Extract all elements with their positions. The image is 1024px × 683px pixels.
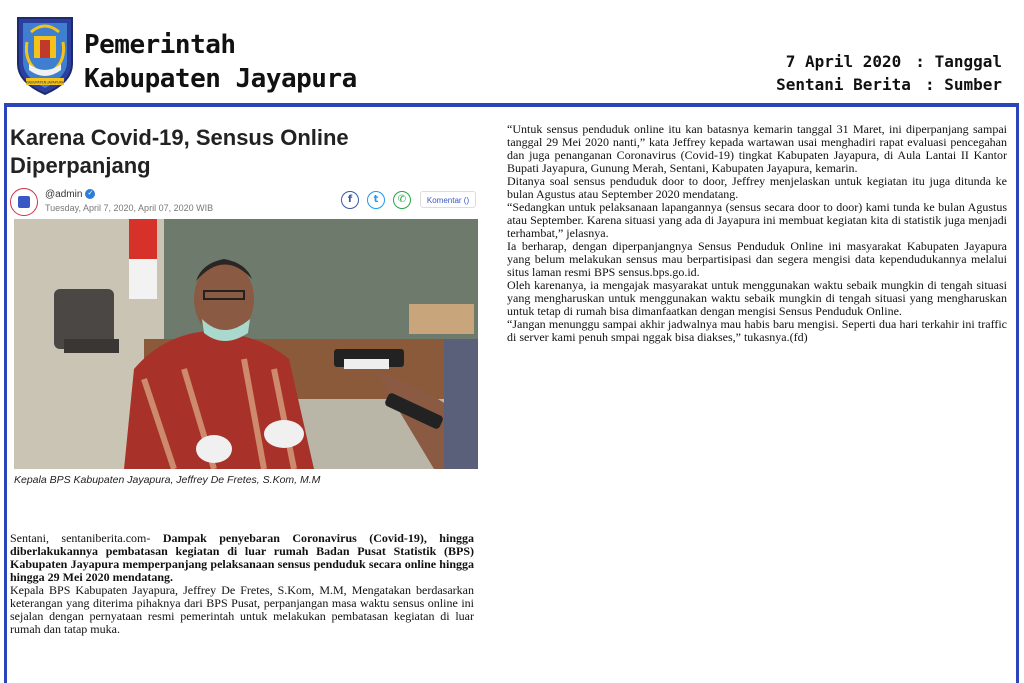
date-value: 7 April 2020 (785, 52, 902, 71)
comment-button[interactable]: Komentar () (420, 191, 476, 208)
source-label: : Sumber (924, 75, 1002, 94)
regency-emblem-logo (14, 12, 76, 96)
author-name-row (45, 189, 95, 200)
twitter-icon[interactable]: t (367, 191, 385, 209)
source-row (776, 73, 1002, 96)
government-title-line1: Pemerintah (84, 30, 236, 60)
lead-paragraph (10, 532, 474, 584)
lead-bold-text: Dampak penyebaran Coronavirus (Covid-19), hingga diberlakukannya pembatasan kegiatan di luar rumah Badan Pusat Statistik (BPS) Kabupaten Jayapura memperpanjang pelaksanaan sensus penduduk secara online hingga hingga 29 Mei 2020 mendatang. (10, 531, 474, 584)
government-title (84, 28, 357, 96)
whatsapp-icon[interactable]: ✆ (393, 191, 411, 209)
article-lead (10, 532, 474, 636)
body-paragraph: Ditanya soal sensus penduduk door to door, Jeffrey menjelaskan untuk kegiatan itu juga ditunda ke bulan Agustus atau September 2020 mendatang. (507, 174, 1007, 201)
body-paragraph: Kepala BPS Kabupaten Jayapura, Jeffrey De Fretes, S.Kom, M.M, Mengatakan berdasarkan keterangan yang diterima pihaknya dari BPS Pusat, perpanjangan masa waktu sensus online ini sejalan dengan pernyataan resmi pemerintah untuk melakukan pembatasan kegiatan di luar rumah dan tatap muka. (10, 583, 474, 636)
page-header (0, 0, 1024, 103)
article-photo (14, 219, 478, 469)
body-paragraph: “Untuk sensus penduduk online itu kan batasnya kemarin tanggal 31 Maret, ini diperpanjang sampai tanggal 29 Mei 2020 nanti,” kata Jeffrey kepada wartawan usai menghadiri rapat evaluasi pencegahan dan juga penanganan Coronavirus (Covid-19) tingkat Kabupaten Jayapura, di Aula Lantai II Kantor Bupati Jayapura, Gunung Merah, Sentani, Kabupaten Jayapura, kemarin. (507, 122, 1007, 175)
body-paragraph: “Sedangkan untuk pelaksanaan lapangannya (sensus secara door to door) kami tunda ke bulan Agustus atau September. Karena situasi yang ada di Jayapura ini membuat kegiatan kita di statistik juga menjadi terhambat,” jelasnya. (507, 200, 1007, 240)
photo-illustration (14, 219, 478, 469)
body-paragraph: Ia berharap, dengan diperpanjangnya Sensus Penduduk Online ini masyarakat Kabupaten Jayapura yang belum melakukan sensus mau berpartisipasi dan segera mengisi data kependudukannya melalui situs laman resmi BPS sensus.bps.go.id. (507, 239, 1007, 279)
article-date: Tuesday, April 7, 2020, April 07, 2020 WIB (45, 203, 214, 213)
government-title-line2: Kabupaten Jayapura (84, 64, 357, 94)
body-paragraph: “Jangan menunggu sampai akhir jadwalnya mau habis baru mengisi. Seperti dua hari terkahir ini traffic di server kami penuh smpai nggak bisa diakses,” tukasnya.(fd) (507, 317, 1007, 344)
clipping-meta (776, 50, 1002, 96)
article-headline: Karena Covid-19, Sensus Online Diperpanjang (10, 125, 349, 178)
logo-ribbon-text: KABUPATEN JAYAPURA (25, 80, 65, 85)
author-name[interactable]: @admin (45, 189, 83, 200)
date-label: : Tanggal (915, 52, 1002, 71)
source-value: Sentani Berita (776, 75, 911, 94)
lead-dateline: Sentani, sentaniberita.com- (10, 531, 163, 545)
verified-check-icon: ✓ (85, 189, 95, 199)
photo-caption: Kepala BPS Kabupaten Jayapura, Jeffrey De Fretes, S.Kom, M.M (14, 474, 321, 486)
author-avatar[interactable] (10, 188, 38, 216)
body-paragraph: Oleh karenanya, ia mengajak masyarakat untuk menggunakan waktu sebaik mungkin di tengah situasi yang mengharuskan untuk menggunakan waktu sebaik mungkin di tengah situasi yang mengharuskan untuk tetap di rumah bisa dimanfaatkan dengan mengisi Sensus Penduduk Online. (507, 278, 1007, 318)
facebook-icon[interactable]: f (341, 191, 359, 209)
date-row (776, 50, 1002, 73)
article-left-column (10, 120, 480, 228)
article-right-column (507, 123, 1007, 344)
